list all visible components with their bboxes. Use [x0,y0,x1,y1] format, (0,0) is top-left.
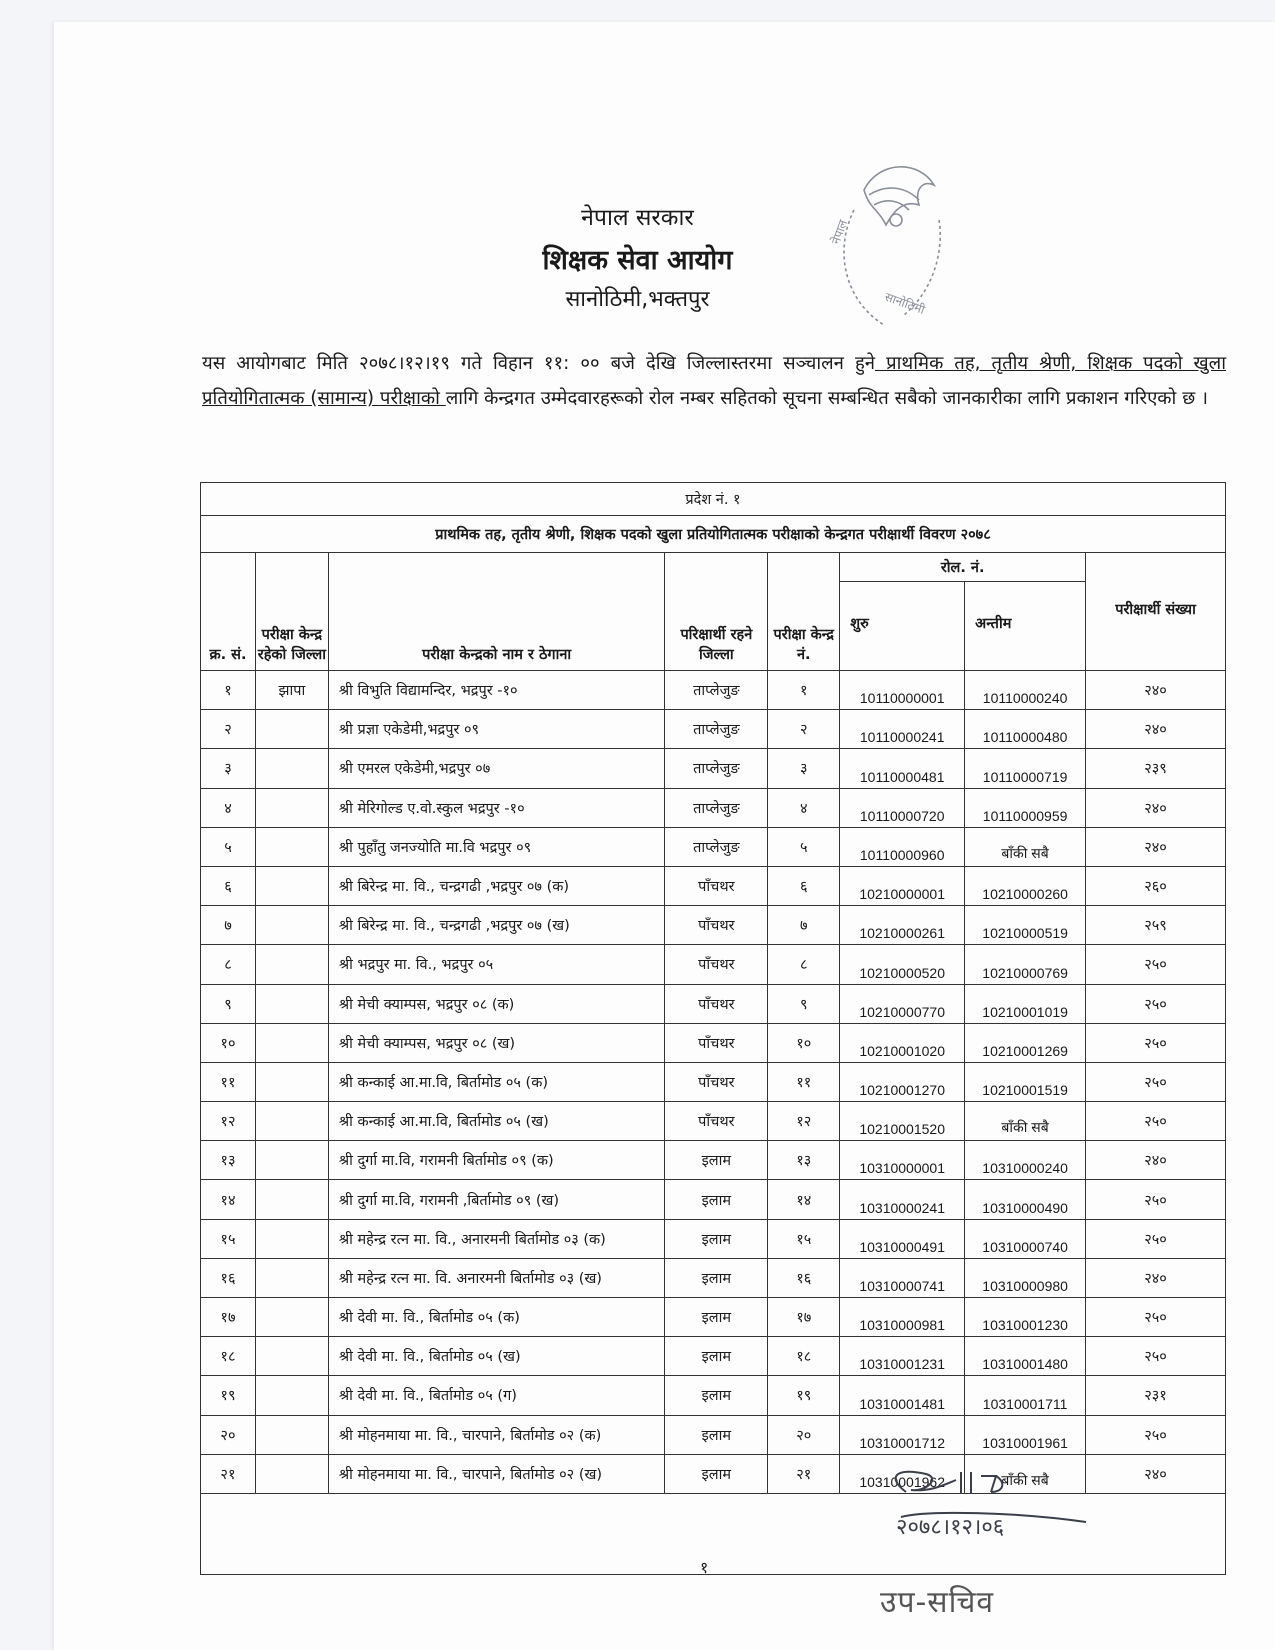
cell-center-name: श्री दुर्गा मा.वि, गरामनी बिर्तामोड ०९ (क) [328,1141,665,1180]
cell-center-no: १५ [768,1219,840,1258]
cell-count: २४० [1086,827,1226,866]
cell-roll-end: 10310000240 [965,1141,1086,1180]
government-title: नेपाल सरकार [581,205,694,231]
cell-roll-start: 10110000720 [840,788,965,827]
cell-sn: १२ [201,1102,256,1141]
cell-roll-start: 10310000981 [840,1298,965,1337]
cell-sn: ९ [201,984,256,1023]
cell-center-name: श्री मेची क्याम्पस, भद्रपुर ०८ (ख) [328,1023,665,1062]
cell-candidate-district: इलाम [665,1298,768,1337]
cell-sn: १ [201,671,256,710]
header-center-name: परीक्षा केन्द्रको नाम र ठेगाना [328,553,665,671]
province-caption: प्रदेश नं. १ [201,483,1226,516]
cell-center-no: ५ [768,827,840,866]
cell-count: २५० [1086,1180,1226,1219]
cell-center-name: श्री देवी मा. वि., बिर्तामोड ०५ (ग) [328,1376,665,1415]
cell-center-no: १४ [768,1180,840,1219]
cell-center-no: २० [768,1415,840,1454]
cell-center-no: २१ [768,1454,840,1493]
cell-count: २५९ [1086,906,1226,945]
cell-roll-start: 10210000520 [840,945,965,984]
cell-center-name: श्री महेन्द्र रत्न मा. वि. अनारमनी बिर्तामोड ०३ (ख) [328,1258,665,1297]
notice-text-start: यस आयोगबाट मिति २०७८।१२।१९ गते विहान ११: ०० बजे देखि जिल्लास्तरमा सञ्चालन हुने [202,353,876,374]
cell-center-no: ८ [768,945,840,984]
svg-text:सानोठिमी: सानोठिमी [882,289,927,317]
cell-candidate-district: इलाम [665,1337,768,1376]
cell-center-no: १८ [768,1337,840,1376]
table-row [201,710,1226,749]
cell-center-no: १२ [768,1102,840,1141]
table-row [201,1180,1226,1219]
cell-center-name: श्री प्रज्ञा एकेडेमी,भद्रपुर ०९ [328,710,665,749]
cell-center-no: १ [768,671,840,710]
cell-roll-start: 10210001020 [840,1023,965,1062]
cell-center-no: ३ [768,749,840,788]
cell-center-no: ६ [768,866,840,905]
cell-roll-end: 10310001961 [965,1415,1086,1454]
header-center-no: परीक्षा केन्द्र नं. [768,553,840,671]
cell-district [255,1415,328,1454]
header-roll-end: अन्तीम [965,582,1086,671]
cell-candidate-district: ताप्लेजुङ [665,749,768,788]
table-row [201,788,1226,827]
table-row [201,945,1226,984]
header-candidate-district: परिक्षार्थी रहने जिल्ला [665,553,768,671]
cell-center-no: ७ [768,906,840,945]
cell-center-no: १७ [768,1298,840,1337]
cell-roll-end: 10210000519 [965,906,1086,945]
cell-candidate-district: पाँचथर [665,984,768,1023]
table-row [201,906,1226,945]
cell-count: २५० [1086,984,1226,1023]
cell-district [255,1454,328,1493]
cell-sn: १३ [201,1141,256,1180]
cell-roll-end: बाँकी सबै [965,1102,1086,1141]
cell-center-no: ११ [768,1062,840,1101]
cell-roll-end: 10210001519 [965,1062,1086,1101]
cell-center-name: श्री कन्काई आ.मा.वि, बिर्तामोड ०५ (ख) [328,1102,665,1141]
cell-count: २४० [1086,1454,1226,1493]
cell-center-name: श्री पुहाँतु जनज्योति मा.वि भद्रपुर ०९ [328,827,665,866]
svg-text:नेपाल: नेपाल [828,217,851,247]
cell-sn: ६ [201,866,256,905]
cell-roll-start: 10210000770 [840,984,965,1023]
table-row [201,1219,1226,1258]
cell-candidate-district: ताप्लेजुङ [665,788,768,827]
cell-roll-end: 10310000980 [965,1258,1086,1297]
cell-sn: ७ [201,906,256,945]
cell-roll-start: 10310000241 [840,1180,965,1219]
cell-district [255,1180,328,1219]
cell-center-no: १६ [768,1258,840,1297]
cell-sn: ११ [201,1062,256,1101]
cell-roll-start: 10310001481 [840,1376,965,1415]
cell-candidate-district: पाँचथर [665,1023,768,1062]
table-row [201,671,1226,710]
cell-candidate-district: ताप्लेजुङ [665,671,768,710]
cell-district [255,1102,328,1141]
cell-district [255,866,328,905]
table-row [201,1415,1226,1454]
table-row [201,827,1226,866]
cell-district: झापा [255,671,328,710]
cell-candidate-district: इलाम [665,1219,768,1258]
cell-candidate-district: इलाम [665,1376,768,1415]
notice-text-end: लागि केन्द्रगत उम्मेदवारहरूको रोल नम्बर सहितको सूचना सम्बन्धित सबैको जानकारीका लागि प्रकाशन गरिएको छ । [445,388,1209,409]
cell-count: २४० [1086,1141,1226,1180]
cell-roll-end: 10110000959 [965,788,1086,827]
cell-district [255,1023,328,1062]
cell-candidate-district: पाँचथर [665,1102,768,1141]
cell-center-no: १० [768,1023,840,1062]
header-roll-start: शुरु [840,582,965,671]
commission-address: सानोठिमी,भक्तपुर [565,287,710,312]
notice-paragraph [202,346,1226,416]
cell-count: २४० [1086,710,1226,749]
table-row [201,984,1226,1023]
signatory-title: उप-सचिव [880,1585,995,1620]
table-caption: प्राथमिक तह, तृतीय श्रेणी, शिक्षक पदको खुला प्रतियोगितात्मक परीक्षाको केन्द्रगत परीक्षार्थी विवरण २०७८ [201,516,1226,553]
table-row [201,1337,1226,1376]
cell-sn: २१ [201,1454,256,1493]
cell-count: २३९ [1086,749,1226,788]
header-district: परीक्षा केन्द्र रहेको जिल्ला [255,553,328,671]
cell-center-name: श्री मेरिगोल्ड ए.वो.स्कुल भद्रपुर -१० [328,788,665,827]
table-row [201,1376,1226,1415]
table-row [201,749,1226,788]
table-row [201,1102,1226,1141]
cell-sn: १७ [201,1298,256,1337]
cell-roll-end: 10310001480 [965,1337,1086,1376]
cell-candidate-district: इलाम [665,1258,768,1297]
cell-candidate-district: इलाम [665,1415,768,1454]
cell-center-name: श्री मोहनमाया मा. वि., चारपाने, बिर्तामोड ०२ (ख) [328,1454,665,1493]
table-row [201,1141,1226,1180]
cell-district [255,1258,328,1297]
cell-sn: ८ [201,945,256,984]
cell-roll-end: 10310000740 [965,1219,1086,1258]
cell-center-no: १३ [768,1141,840,1180]
cell-sn: ४ [201,788,256,827]
cell-roll-start: 10310000741 [840,1258,965,1297]
cell-district [255,1376,328,1415]
cell-count: २४० [1086,1258,1226,1297]
cell-count: २६० [1086,866,1226,905]
cell-center-no: १९ [768,1376,840,1415]
cell-district [255,1219,328,1258]
cell-center-name: श्री मेची क्याम्पस, भद्रपुर ०८ (क) [328,984,665,1023]
cell-count: २५० [1086,1102,1226,1141]
cell-roll-end: बाँकी सबै [965,827,1086,866]
cell-candidate-district: इलाम [665,1180,768,1219]
header-sn: क्र. सं. [201,553,256,671]
cell-sn: १५ [201,1219,256,1258]
cell-roll-start: 10210000001 [840,866,965,905]
cell-center-name: श्री देवी मा. वि., बिर्तामोड ०५ (ख) [328,1337,665,1376]
cell-roll-end: 10110000480 [965,710,1086,749]
cell-count: २५० [1086,1298,1226,1337]
notice-text-underlined: प्राथमिक तह, तृतीय श्रेणी, शिक्षक पदको खुला प्रतियोगितात्मक (सामान्य) परीक्षाको [202,353,1226,409]
cell-district [255,827,328,866]
cell-roll-start: 10210001270 [840,1062,965,1101]
cell-sn: ३ [201,749,256,788]
cell-center-name: श्री महेन्द्र रत्न मा. वि., अनारमनी बिर्तामोड ०३ (क) [328,1219,665,1258]
cell-roll-start: 10310001962 [840,1454,965,1493]
cell-count: २५० [1086,1023,1226,1062]
cell-district [255,1298,328,1337]
cell-center-no: २ [768,710,840,749]
cell-roll-end: 10310000490 [965,1180,1086,1219]
nepal-emblem-seal-icon [824,150,954,350]
cell-roll-start: 10110000241 [840,710,965,749]
cell-roll-end: बाँकी सबै [965,1454,1086,1493]
cell-count: २५० [1086,1337,1226,1376]
commission-title: शिक्षक सेवा आयोग [542,245,733,276]
cell-sn: ५ [201,827,256,866]
cell-roll-end: 10110000719 [965,749,1086,788]
cell-center-name: श्री बिरेन्द्र मा. वि., चन्द्रगढी ,भद्रपुर ०७ (क) [328,866,665,905]
cell-sn: २० [201,1415,256,1454]
cell-center-name: श्री मोहनमाया मा. वि., चारपाने, बिर्तामोड ०२ (क) [328,1415,665,1454]
header-count: परीक्षार्थी संख्या [1086,553,1226,671]
cell-count: २५० [1086,1219,1226,1258]
svg-text:२०७८।१२।०६: २०७८।१२।०६ [896,1515,1005,1540]
cell-count: २५० [1086,1415,1226,1454]
table-row [201,1023,1226,1062]
cell-district [255,1062,328,1101]
cell-district [255,749,328,788]
cell-roll-end: 10310001230 [965,1298,1086,1337]
cell-center-no: ९ [768,984,840,1023]
cell-sn: १८ [201,1337,256,1376]
cell-candidate-district: पाँचथर [665,1062,768,1101]
cell-district [255,945,328,984]
cell-roll-end: 10110000240 [965,671,1086,710]
cell-count: २४० [1086,788,1226,827]
cell-district [255,1141,328,1180]
cell-candidate-district: पाँचथर [665,945,768,984]
cell-center-name: श्री विभुति विद्यामन्दिर, भद्रपुर -१० [328,671,665,710]
cell-count: २४० [1086,671,1226,710]
cell-roll-start: 10110000960 [840,827,965,866]
cell-center-name: श्री भद्रपुर मा. वि., भद्रपुर ०५ [328,945,665,984]
page-number: १ [700,1558,709,1577]
cell-roll-start: 10310001712 [840,1415,965,1454]
cell-sn: १० [201,1023,256,1062]
cell-candidate-district: ताप्लेजुङ [665,710,768,749]
cell-candidate-district: पाँचथर [665,866,768,905]
cell-roll-end: 10210001269 [965,1023,1086,1062]
table-row [201,866,1226,905]
table-row [201,1062,1226,1101]
cell-center-name: श्री दुर्गा मा.वि, गरामनी ,बिर्तामोड ०९ (ख) [328,1180,665,1219]
cell-sn: १९ [201,1376,256,1415]
cell-roll-start: 10210000261 [840,906,965,945]
cell-roll-end: 10310001711 [965,1376,1086,1415]
exam-center-table [200,482,1226,1575]
cell-roll-end: 10210000260 [965,866,1086,905]
cell-candidate-district: ताप्लेजुङ [665,827,768,866]
cell-roll-start: 10110000481 [840,749,965,788]
handwritten-signature-icon [886,1462,1126,1542]
cell-sn: २ [201,710,256,749]
cell-center-name: श्री एमरल एकेडेमी,भद्रपुर ०७ [328,749,665,788]
cell-center-name: श्री देवी मा. वि., बिर्तामोड ०५ (क) [328,1298,665,1337]
table-row [201,1258,1226,1297]
cell-district [255,984,328,1023]
cell-roll-start: 10210001520 [840,1102,965,1141]
cell-count: २५० [1086,1062,1226,1101]
cell-district [255,710,328,749]
cell-candidate-district: इलाम [665,1141,768,1180]
cell-roll-end: 10210001019 [965,984,1086,1023]
cell-count: २५० [1086,945,1226,984]
cell-candidate-district: पाँचथर [665,906,768,945]
cell-center-name: श्री बिरेन्द्र मा. वि., चन्द्रगढी ,भद्रपुर ०७ (ख) [328,906,665,945]
cell-roll-start: 10310000001 [840,1141,965,1180]
cell-roll-end: 10210000769 [965,945,1086,984]
cell-district [255,906,328,945]
cell-candidate-district: इलाम [665,1454,768,1493]
cell-count: २३१ [1086,1376,1226,1415]
cell-roll-start: 10310001231 [840,1337,965,1376]
cell-district [255,788,328,827]
cell-roll-start: 10110000001 [840,671,965,710]
cell-sn: १४ [201,1180,256,1219]
header-roll: रोल. नं. [840,553,1086,582]
cell-center-name: श्री कन्काई आ.मा.वि, बिर्तामोड ०५ (क) [328,1062,665,1101]
cell-sn: १६ [201,1258,256,1297]
cell-roll-start: 10310000491 [840,1219,965,1258]
table-row [201,1298,1226,1337]
cell-district [255,1337,328,1376]
cell-center-no: ४ [768,788,840,827]
